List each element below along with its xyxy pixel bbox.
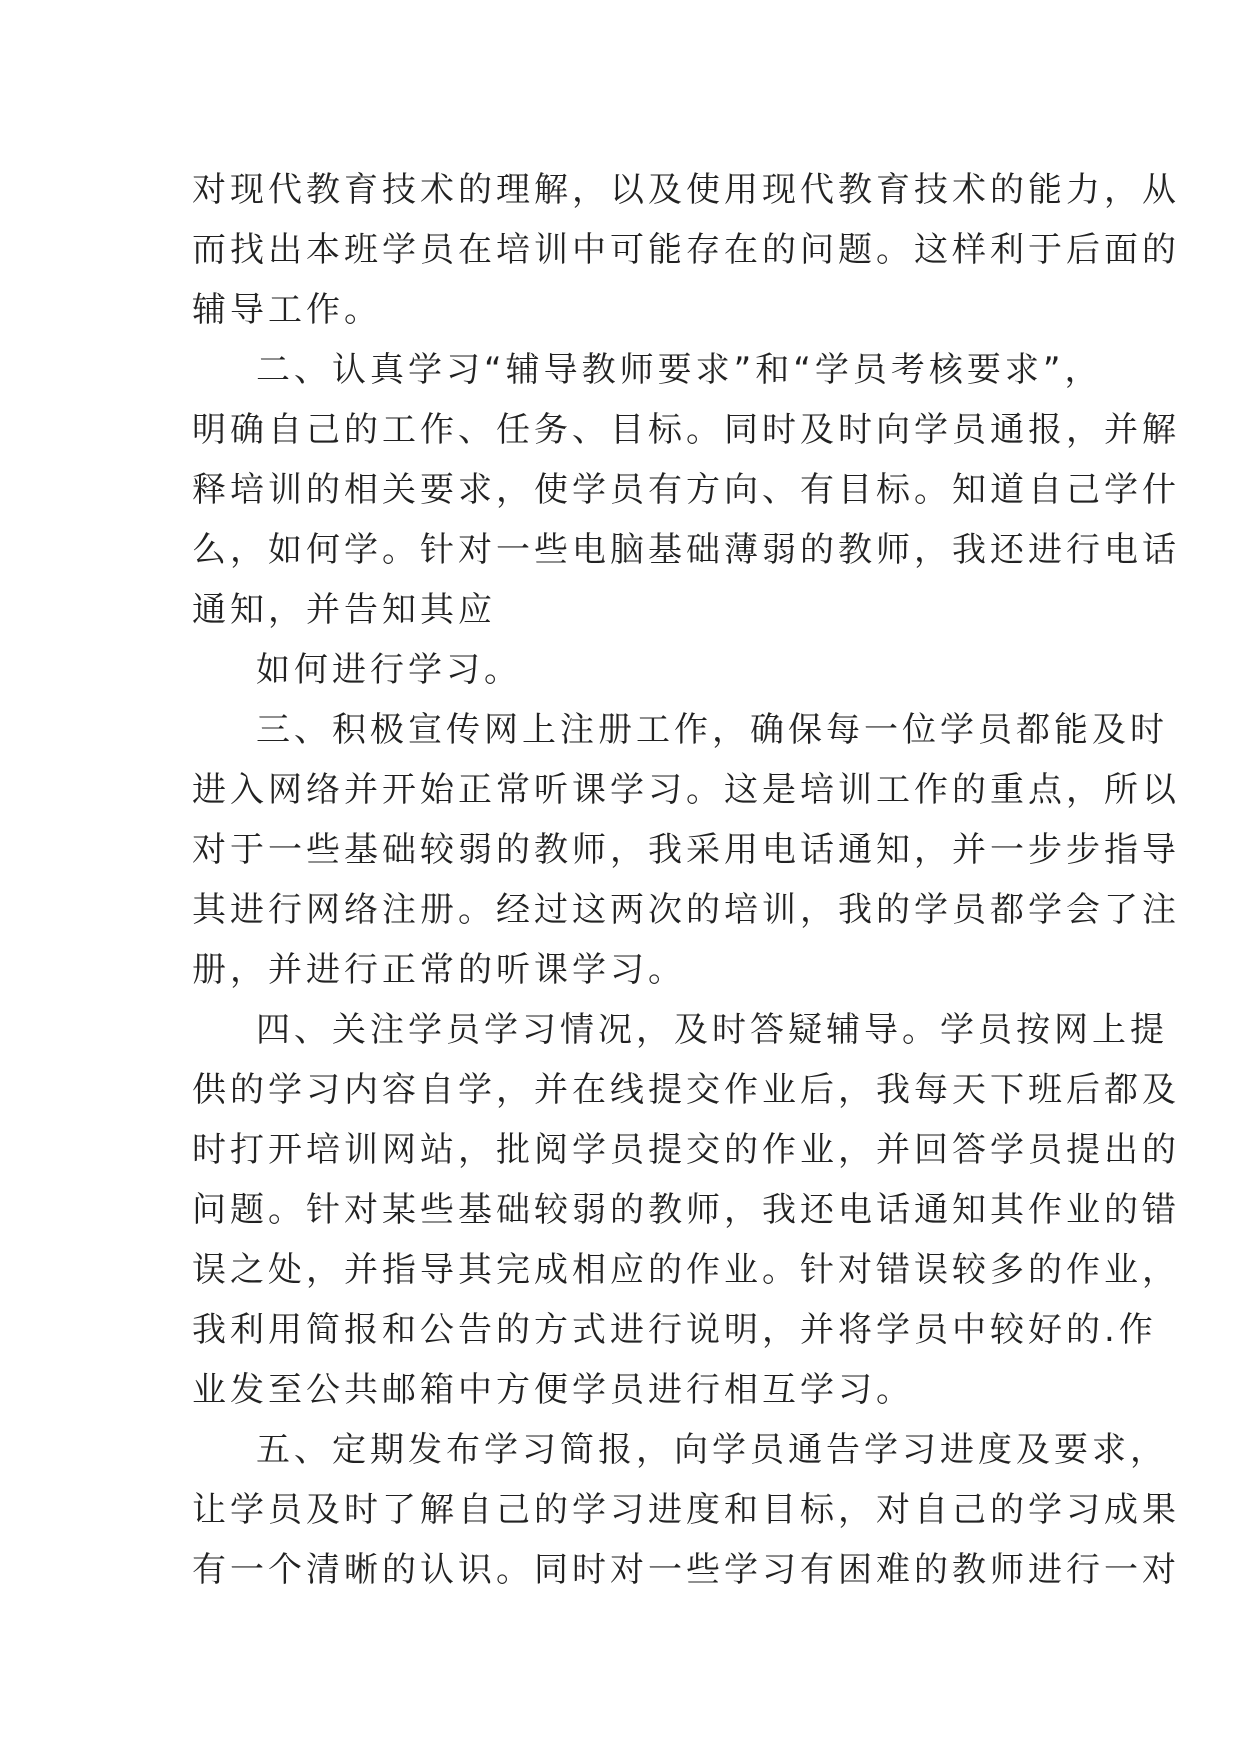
text-line: 而找出本班学员在培训中可能存在的问题。这样利于后面的 (192, 230, 1180, 270)
text-line: 误之处，并指导其完成相应的作业。针对错误较多的作业， (192, 1250, 1180, 1290)
text-line: 辅导工作。 (192, 290, 382, 330)
text-line: 有一个清晰的认识。同时对一些学习有困难的教师进行一对 (192, 1550, 1180, 1590)
paragraph-first-line: 四、关注学员学习情况，及时答疑辅导。学员按网上提 (256, 1010, 1168, 1050)
paragraph-first-line: 五、定期发布学习简报，向学员通告学习进度及要求， (256, 1430, 1168, 1470)
paragraph-first-line: 如何进行学习。 (256, 650, 522, 690)
text-line: 明确自己的工作、任务、目标。同时及时向学员通报，并解 (192, 410, 1180, 450)
text-line: 么，如何学。针对一些电脑基础薄弱的教师，我还进行电话 (192, 530, 1180, 570)
text-line: 其进行网络注册。经过这两次的培训，我的学员都学会了注 (192, 890, 1180, 930)
paragraph-first-line: 三、积极宣传网上注册工作，确保每一位学员都能及时 (256, 710, 1168, 750)
text-line: 时打开培训网站，批阅学员提交的作业，并回答学员提出的 (192, 1130, 1180, 1170)
text-line: 问题。针对某些基础较弱的教师，我还电话通知其作业的错 (192, 1190, 1180, 1230)
text-line: 进入网络并开始正常听课学习。这是培训工作的重点，所以 (192, 770, 1180, 810)
text-line: 册，并进行正常的听课学习。 (192, 950, 686, 990)
text-line: 业发至公共邮箱中方便学员进行相互学习。 (192, 1370, 914, 1410)
text-line: 对现代教育技术的理解，以及使用现代教育技术的能力，从 (192, 170, 1180, 210)
text-line: 释培训的相关要求，使学员有方向、有目标。知道自己学什 (192, 470, 1180, 510)
paragraph-first-line: 二、认真学习“辅导教师要求”和“学员考核要求”， (256, 350, 1103, 390)
text-line: 供的学习内容自学，并在线提交作业后，我每天下班后都及 (192, 1070, 1180, 1110)
document-body (192, 160, 1180, 1600)
text-line: 对于一些基础较弱的教师，我采用电话通知，并一步步指导 (192, 830, 1180, 870)
text-line: 通知，并告知其应 (192, 590, 496, 630)
text-line: 让学员及时了解自己的学习进度和目标，对自己的学习成果 (192, 1490, 1180, 1530)
text-line: 我利用简报和公告的方式进行说明，并将学员中较好的.作 (192, 1310, 1157, 1350)
